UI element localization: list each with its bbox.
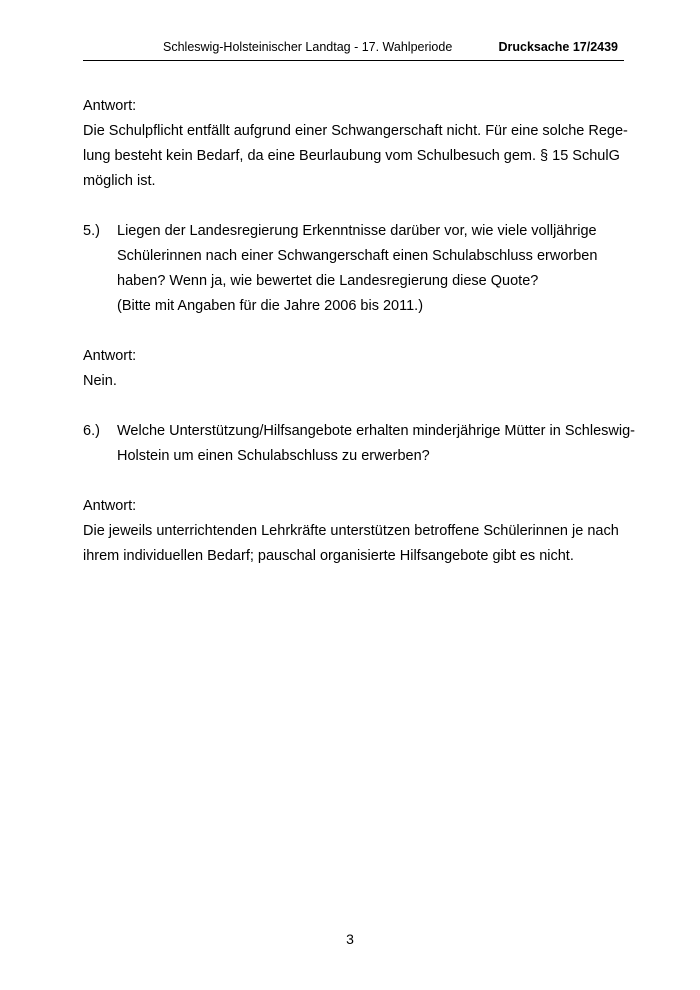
- answer-block-previous: [83, 94, 628, 194]
- answer-text-line: Nein.: [83, 373, 117, 389]
- answer-text-line: Die Schulpflicht entfällt aufgrund einer Schwangerschaft nicht. Für eine solche Rege-: [83, 123, 628, 139]
- answer-text-line: Die jeweils unterrichtenden Lehrkräfte unterstützen betroffene Schülerinnen je nach: [83, 523, 619, 539]
- answer-block-5: [83, 344, 628, 394]
- answer-label: Antwort:: [83, 98, 137, 114]
- question-number: 6.): [83, 423, 100, 439]
- answer-text-line: möglich ist.: [83, 173, 156, 189]
- answer-label: Antwort:: [83, 498, 137, 514]
- question-text-line: Holstein um einen Schulabschluss zu erwerben?: [117, 448, 430, 464]
- question-text-line: Liegen der Landesregierung Erkenntnisse darüber vor, wie viele volljährige: [117, 223, 597, 239]
- question-text-line: Welche Unterstützung/Hilfsangebote erhalten minderjährige Mütter in Schleswig-: [117, 423, 635, 439]
- page-header: [83, 40, 624, 61]
- header-title: Schleswig-Holsteinischer Landtag - 17. Wahlperiode: [163, 40, 453, 54]
- answer-text-line: lung besteht kein Bedarf, da eine Beurlaubung vom Schulbesuch gem. § 15 SchulG: [83, 148, 620, 164]
- page-number: 3: [346, 931, 354, 947]
- question-5: [83, 219, 628, 319]
- answer-text-line: ihrem individuellen Bedarf; pauschal organisierte Hilfsangebote gibt es nicht.: [83, 548, 574, 564]
- header-drucksache: Drucksache 17/2439: [498, 40, 618, 54]
- question-text-line: (Bitte mit Angaben für die Jahre 2006 bis 2011.): [117, 298, 424, 314]
- document-body: [83, 94, 635, 569]
- answer-block-6: [83, 494, 628, 569]
- question-text-line: haben? Wenn ja, wie bewertet die Landesregierung diese Quote?: [117, 273, 539, 289]
- question-6: [83, 419, 635, 469]
- answer-label: Antwort:: [83, 348, 137, 364]
- question-number: 5.): [83, 223, 100, 239]
- question-text-line: Schülerinnen nach einer Schwangerschaft einen Schulabschluss erworben: [117, 248, 598, 264]
